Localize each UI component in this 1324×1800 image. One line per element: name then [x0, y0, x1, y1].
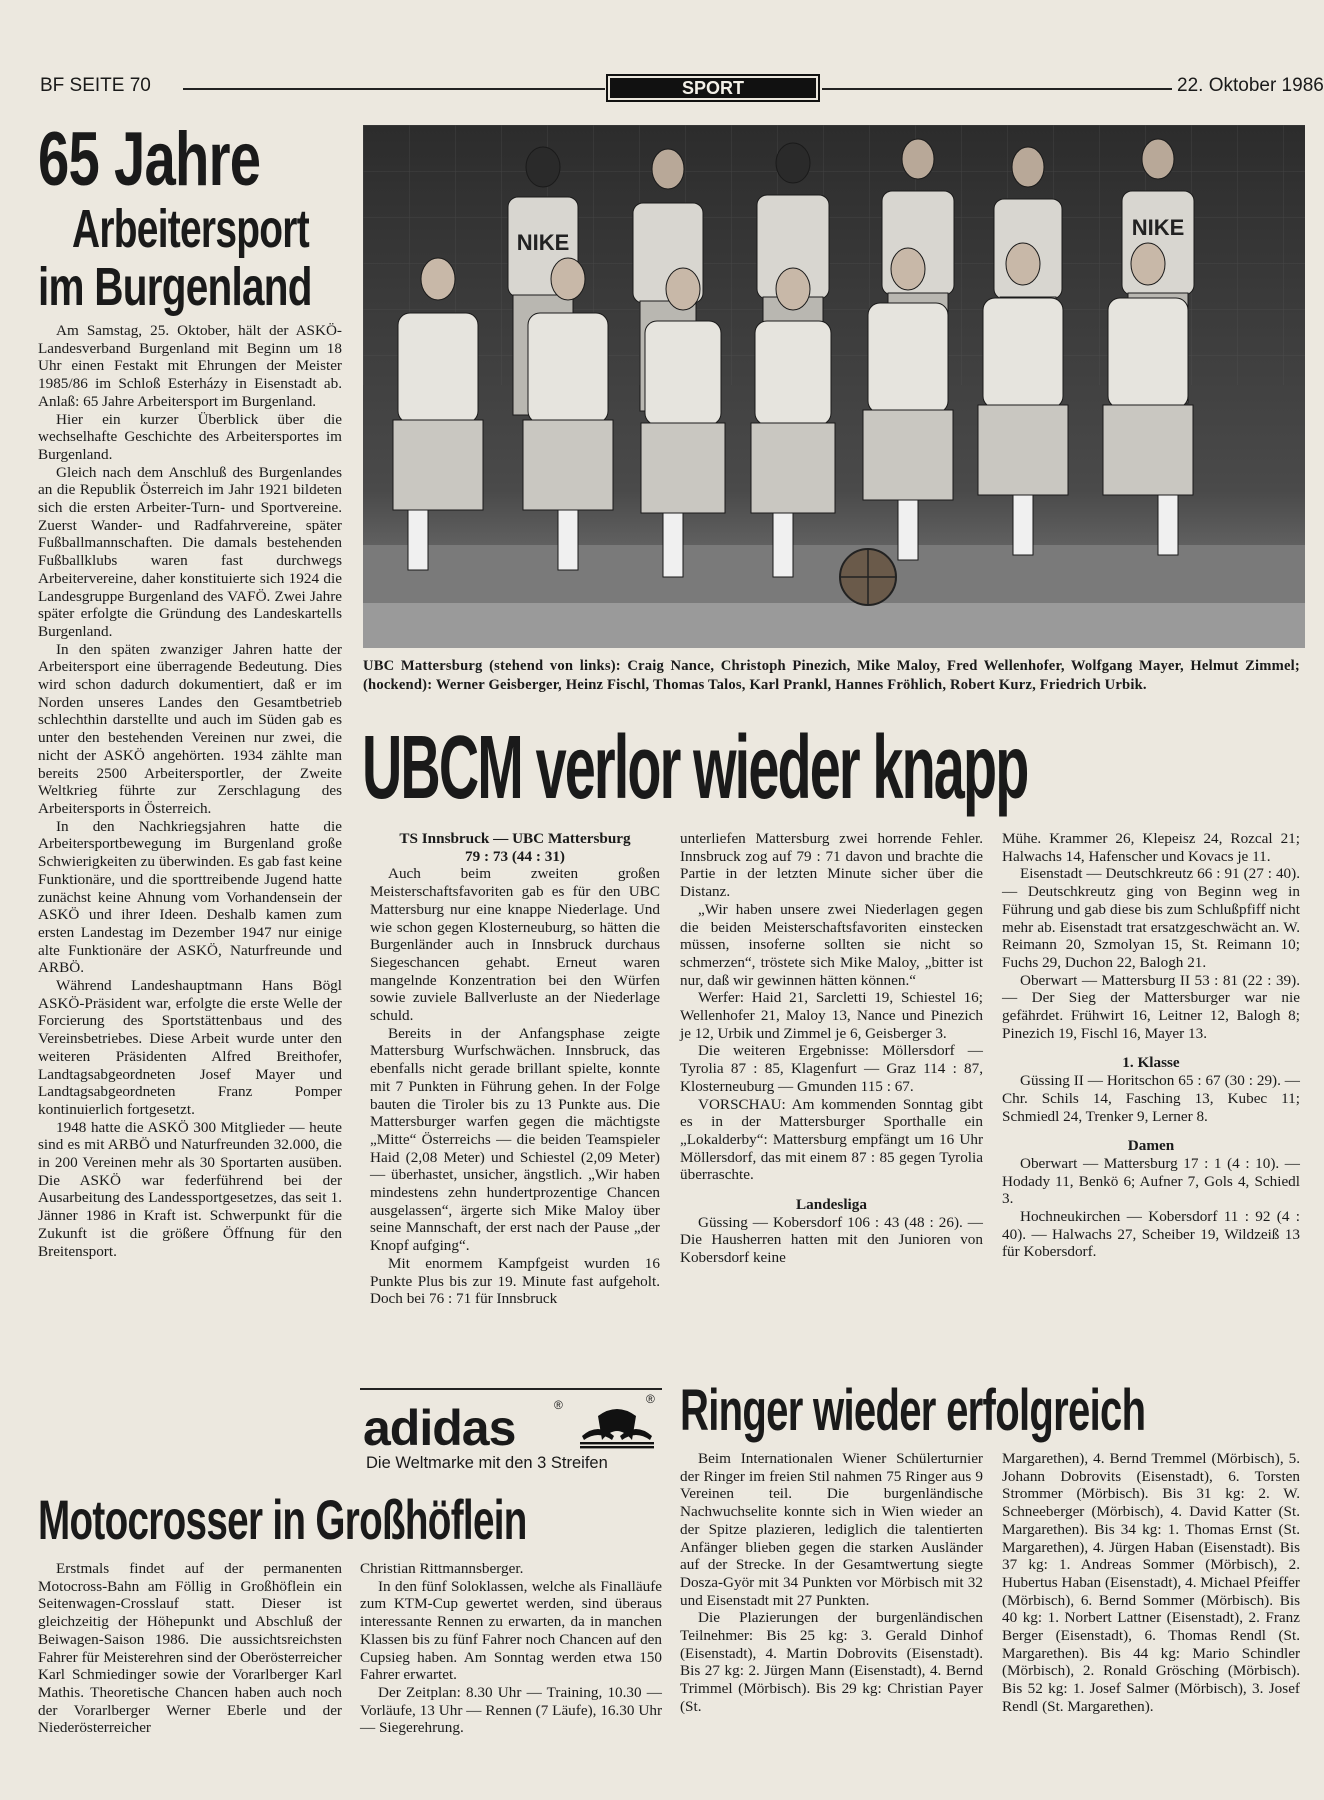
registered-mark: ® [554, 1398, 563, 1412]
paragraph: VORSCHAU: Am kommenden Sonntag gibt es in der Mattersburger Sporthalle ein „Lokalderby“: Mattersburg empfängt um 16 Uhr Möllersdorf, das mit einem 87 : 85 gegen Tyrolia überraschte. [680, 1095, 983, 1184]
shirt-text: NIKE [516, 230, 570, 255]
headline-65-jahre: 65 Jahre [38, 117, 261, 202]
photo-caption: UBC Mattersburg (stehend von links): Craig Nance, Christoph Pinezich, Mike Maloy, Fred Wellenhofer, Wolfgang Mayer, Helmut Zimmel; (hockend): Werner Geisberger, Heinz Fischl, Thomas Talos, Karl Prankl, Hannes Fröhlich, Robert Kurz, Friedrich Urbik. [363, 658, 1300, 693]
adidas-ad [360, 1388, 662, 1478]
section-label [606, 74, 820, 102]
shirt-text: NIKE [1131, 215, 1185, 240]
paragraph: Erstmals findet auf der permanenten Motocross-Bahn am Föllig in Großhöflein ein Seitenwagen-Crosslauf statt. Dieser ist gleichzeitig der Höhepunkt und Abschluß der Beiwagen-Saison 1986. Die aussichtsreichsten Fahrer für Meisterehren sind der Oberösterreicher Karl Schmiedinger sowie der Vorarlberger Karl Mathis. Theoretische Chancen haben auch noch der Vorarlberger Werner Eberle und der Niederösterreicher [38, 1560, 342, 1737]
adidas-logo-text: adidas [363, 1400, 516, 1456]
paragraph: Am Samstag, 25. Oktober, hält der ASKÖ-Landesverband Burgenland mit Beginn um 18 Uhr einen Festakt mit Ehrungen der Meister 1985/86 im Schloß Esterházy in Eisenstadt ab. Anlaß: 65 Jahre Arbeitersport im Burgenland. [38, 322, 342, 410]
page-number: BF SEITE 70 [40, 75, 151, 96]
paragraph: Margarethen), 4. Bernd Tremmel (Mörbisch), 5. Johann Dobrovits (Eisenstadt), 6. Torsten Strommer (Mörbisch). Bis 31 kg: 2. W. Schneeberger (Mörbisch), 4. David Katter (St. Margarethen). Bis 34 kg: 1. Thomas Ernst (St. Margarethen), 4. Jürgen Haban (Eisenstadt). Bis 37 kg: 1. Andreas Sommer (Mörbisch), 2. Hubertus Haban (Eisenstadt), 4. Michael Pfeiffer (Mörbisch), 6. Bernd Sommer (Mörbisch). Bis 40 kg: 1. Norbert Lattner (Eisenstadt), 2. Franz Berger (Eisenstadt), 6. Thomas Rendl (St. Margarethen). Bis 44 kg: Mario Schindler (Mörbisch), 2. Ronald Grösching (Mörbisch). Bis 52 kg: 1. Josef Salmer (Mörbisch), 3. Josef Rendl (St. Margarethen). [1002, 1450, 1300, 1715]
paragraph: Eisenstadt — Deutschkreutz 66 : 91 (27 : 40). — Deutschkreutz ging von Beginn weg in Führung und gab diese bis zum Schlußpfiff nicht mehr ab. Eisenstadt trat ersatzgeschwächt an. W. Reimann 20, Szmolyan 15, St. Reimann 10; Fuchs 29, Duchon 22, Balogh 21. [1002, 865, 1300, 971]
paragraph: In den fünf Soloklassen, welche als Finalläufe zum KTM-Cup gewertet werden, sind überaus interessante Rennen zu erwarten, da in manchen Klassen bis zu fünf Fahrer noch Chancen auf den Cupsieg haben. Am Sonntag werden etwa 150 Fahrer erwartet. [360, 1577, 662, 1684]
paragraph: In den späten zwanziger Jahren hatte der Arbeitersport eine überragende Bedeutung. Dies wird schon dadurch dokumentiert, daß er im Norden unseres Landes den Gesamtbetrieb schlechthin darstellte und auch im Süden gab es unter den bestehenden Vereinen nur zwei, die nicht der ASKÖ angehörten. 1934 zählte man bereits 2500 Arbeitersportler, der Zweite Weltkrieg führte zur Zerschlagung des Arbeitersports in Österreich. [38, 640, 342, 817]
paragraph: „Wir haben unsere zwei Niederlagen gegen die beiden Meisterschaftsfavoriten einstecken müssen, insoferne sollten sie nicht so schmerzen“, tröstete sich Mike Maloy, „bitter ist nur, daß wir gewinnen hätten können.“ [680, 900, 983, 989]
paragraph: In den Nachkriegsjahren hatte die Arbeitersportbewegung im Burgenland große Schwierigkeiten zu überwinden. Es gab fast keine Funktionäre, und die sporttreibende Jugend hatte zunächst keine Ahnung vom Vorhandensein der ASKÖ und ihrer Ideen. Deshalb kamen zum ersten Landestag im Dezember 1947 nur einige alte Funktionäre der ASKÖ, Naturfreunde und ARBÖ. [38, 817, 342, 977]
paragraph: Mit enormem Kampfgeist wurden 16 Punkte Plus bis zur 19. Minute fast aufgeholt. Doch bei 76 : 71 für Innsbruck [370, 1254, 660, 1308]
paragraph: Die weiteren Ergebnisse: Möllersdorf — Tyrolia 87 : 85, Klagenfurt — Graz 114 : 87, Klosterneuburg — Gmunden 115 : 67. [680, 1042, 983, 1095]
league-heading: Landesliga [796, 1196, 867, 1214]
paragraph: Die Plazierungen der burgenländischen Teilnehmer: Bis 25 kg: 3. Gerald Dinhof (Eisenstadt), 4. Martin Dobrovits (Eisenstadt). Bis 27 kg: 2. Jürgen Mann (Eisenstadt), 4. Bernd Trimmel (Mörbisch). Bis 29 kg: Christian Payer (St. [680, 1609, 983, 1715]
page-header [40, 74, 1324, 104]
league-heading: Damen [1127, 1137, 1175, 1155]
paragraph: Während Landeshauptmann Hans Bögl ASKÖ-Präsident war, erfolgte die erste Welle der Forcierung des Sportstättenbaus und des Vereinsbetriebes. Diese Arbeit wurde unter den weiteren Präsidenten Alfred Breithofer, Landtagsabgeordneten Josef Mayer und Landtagsabgeordneten Franz Pomper kontinuierlich fortgesetzt. [38, 977, 342, 1118]
paragraph: Güssing — Kobersdorf 106 : 43 (48 : 26). — Die Hausherren hatten mit den Junioren von Kobersdorf keine [680, 1213, 983, 1267]
headline-ringer: Ringer wieder erfolgreich [680, 1378, 1146, 1443]
article-ringer-col2 [1002, 1450, 1300, 1716]
article-body [38, 322, 342, 1260]
article-ubcm-col2 [680, 830, 983, 1267]
paragraph: Werfer: Haid 21, Sarcletti 19, Schiestel 16; Wellenhofer 21, Maloy 13, Nance und Pinezich je 12, Urbik und Zimmel je 6, Geisberger 3. [680, 989, 983, 1042]
match-title: TS Innsbruck — UBC Mattersburg [399, 830, 631, 847]
article-ringer-col1 [680, 1450, 983, 1716]
article-arbeitersport [38, 117, 350, 1260]
headline-motocrosser: Motocrosser in Großhöflein [38, 1488, 527, 1551]
league-heading: 1. Klasse [1122, 1054, 1180, 1072]
team-photo-image [363, 125, 1305, 648]
headline-burgenland: im Burgenland [38, 257, 312, 317]
paragraph: Hochneukirchen — Kobersdorf 11 : 92 (4 : 40). — Halwachs 27, Scheiber 19, Wildzeiß 13 für Kobersdorf. [1002, 1208, 1300, 1261]
article-motocross-col1 [38, 1560, 342, 1737]
paragraph: Christian Rittmannsberger. [360, 1560, 524, 1577]
section-title: SPORT [610, 78, 816, 98]
paragraph: Gleich nach dem Anschluß des Burgenlandes an die Republik Österreich im Jahr 1921 bildeten sich die ersten Arbeiter-Turn- und Sportvereine. Zuerst Wander- und Radfahrvereine, später Fußballmannschaften. Die damals bestehenden Fußballklubs waren fast durchwegs Arbeitervereine, daher konstituierte sich 1924 die Landesgruppe Burgenland des VAFÖ. Zwei Jahre später erfolgte die Gründung des Landeskartells Burgenland. [38, 463, 342, 640]
paragraph: Hier ein kurzer Überblick über die wechselhafte Geschichte des Arbeitersportes im Burgenland. [38, 410, 342, 463]
article-motocross-col2 [360, 1560, 662, 1737]
article-ubcm-col3 [1002, 830, 1300, 1261]
trefoil-icon [578, 1402, 656, 1450]
registered-mark: ® [646, 1392, 655, 1406]
team-photo [363, 125, 1305, 648]
paragraph: Bereits in der Anfangsphase zeigte Mattersburg Wurfschwächen. Innsbruck, das ebenfalls nicht gerade brillant spielte, konnte mit 7 Punkten in Führung gehen. In der Folge bauten die Tiroler bis zu 13 Punkte aus. Die Mattersburger warfen gegen die mächtigste „Mitte“ Österreichs — die beiden Teamspieler Haid (2,08 Meter) und Schiestel (2,09 Meter) — überhastet, unsicher, ängstlich. „Wir haben mindestens zehn hundertprozentige Chancen ausgelassen“, ärgerte sich Mike Maloy über seine Mannschaft, der erst nach der Pause „der Knopf aufging“. [370, 1024, 660, 1255]
paragraph: Oberwart — Mattersburg 17 : 1 (4 : 10). — Hodady 11, Benkö 6; Aufner 7, Gols 4, Schiedl 3. [1002, 1154, 1300, 1208]
paragraph: Mühe. Krammer 26, Klepeisz 24, Rozcal 21; Halwachs 14, Hafenscher und Kovacs je 11. [1002, 830, 1300, 865]
paragraph: Beim Internationalen Wiener Schülerturnier der Ringer im freien Stil nahmen 75 Ringer aus 9 Vereinen teil. Die burgenländische Nachwuchselite konnte sich in Wien wieder an der Spitze plazieren, lediglich die talentierten Anfänger blieben gegen die starken Ausländer auf der Strecke. In der Gesamtwertung siegte Dosza-Györ mit 34 Punkten vor Mörbisch mit 32 und Eisenstadt mit 27 Punkten. [680, 1450, 983, 1609]
paragraph: Auch beim zweiten großen Meisterschaftsfavoriten gab es für den UBC Mattersburg nur eine knappe Niederlage. Und wie schon gegen Klosterneuburg, so hätten die Burgenländer auch in Innsbruck durchaus Siegeschancen gehabt. Erneut waren mangelnde Konzentration bei den Würfen sowie zuviele Ballverluste an der Niederlage schuld. [370, 865, 660, 1025]
paragraph: Der Zeitplan: 8.30 Uhr — Training, 10.30 — Vorläufe, 13 Uhr — Rennen (7 Läufe), 16.30 Uhr — Siegerehrung. [360, 1683, 662, 1737]
adidas-slogan: Die Weltmarke mit den 3 Streifen [366, 1454, 608, 1472]
headline-arbeitersport: Arbeitersport [72, 199, 309, 259]
paragraph: Güssing II — Horitschon 65 : 67 (30 : 29). — Chr. Schils 14, Fasching 13, Kubec 11; Schmiedl 24, Trenker 9, Lerner 8. [1002, 1072, 1300, 1125]
paragraph: Oberwart — Mattersburg II 53 : 81 (22 : 39). — Der Sieg der Mattersburger war nie gefährdet. Frühwirt 16, Leitner 12, Balogh 8; Pinezich 19, Fischl 16, Mayer 13. [1002, 971, 1300, 1042]
paragraph: 1948 hatte die ASKÖ 300 Mitglieder — heute sind es mit ARBÖ und Naturfreunden 32.000, die in 200 Vereinen mehr als 30 Sportarten ausüben. Die ASKÖ war federführend bei der Ausarbeitung des Landessportgesetzes, das seit 1. Jänner 1986 in Kraft ist. Schwerpunkt für die Zukunft ist die größere Öffnung für den Breitensport. [38, 1118, 342, 1260]
paragraph: unterliefen Mattersburg zwei horrende Fehler. Innsbruck zog auf 79 : 71 davon und brachte die Partie in der letzten Minute sicher über die Distanz. [680, 830, 983, 901]
match-score: 79 : 73 (44 : 31) [465, 847, 565, 865]
issue-date: 22. Oktober 1986 [1177, 75, 1324, 96]
headline-ubcm: UBCM verlor wieder knapp [362, 718, 1028, 818]
article-ubcm-col1 [370, 830, 660, 1308]
